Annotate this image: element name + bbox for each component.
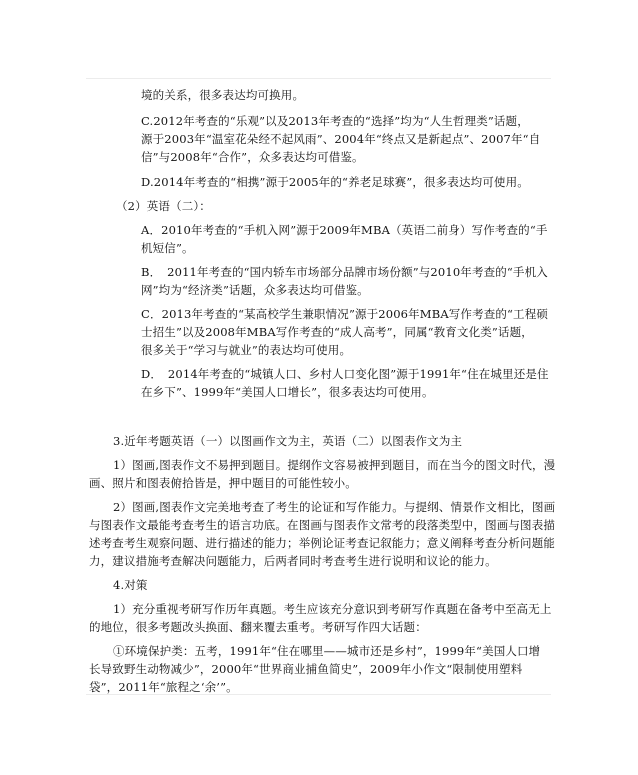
text-line: 1）图画,图表作文不易押到题目。提纲作文容易被押到题目，而在当今的图文时代，漫 <box>113 458 556 472</box>
text-line: 的地位，很多考题改头换面、翻来覆去重考。考研写作四大话题： <box>89 620 427 634</box>
top-divider <box>86 78 551 79</box>
text-line: 画、照片和图表俯拾皆是，押中题目的可能性较小。 <box>89 476 357 490</box>
text-line: 信”与2008年“合作”，众多表达均可借鉴。 <box>141 150 364 164</box>
text-line: ①环境保护类：五考，1991年“住在哪里——城市还是乡村”，1999年“美国人口增 <box>113 644 541 658</box>
section-heading: 4.对策 <box>113 578 148 592</box>
text-line: A．2010年考查的“手机入网”源于2009年MBA（英语二前身）写作考查的“手 <box>141 223 548 237</box>
text-line: C．2013年考查的“某高校学生兼职情况”源于2006年MBA写作考查的“工程硕 <box>141 307 548 321</box>
text-line: 袋”，2011年“旅程之‘余’”。 <box>89 680 238 694</box>
section-heading: （2）英语（二）： <box>116 199 211 213</box>
text-line: B． 2011年考查的“国内轿车市场部分品牌市场份额”与2010年考查的“手机入 <box>141 265 548 279</box>
text-line: 源于2003年“温室花朵经不起风雨”、2004年“终点又是新起点”、2007年“自 <box>141 132 541 146</box>
text-line: C.2012年考查的“乐观”以及2013年考查的“选择”均为“人生哲理类”话题， <box>141 114 529 128</box>
text-line: 在乡下”、1999年“美国人口增长”，很多表达均可使用。 <box>141 385 434 399</box>
text-line: 网”均为“经济类”话题，众多表达均可借鉴。 <box>141 283 369 297</box>
text-line: 境的关系，很多表达均可换用。 <box>141 88 305 102</box>
section-heading: 3.近年考题英语（一）以图画作文为主，英语（二）以图表作文为主 <box>113 434 463 448</box>
text-line: 与图表作文最能考查考生的语言功底。在图画与图表作文常考的段落类型中，图画与图表描 <box>89 518 555 532</box>
text-line: D． 2014年考查的“城镇人口、乡村人口变化图”源于1991年“住在城里还是住 <box>141 367 549 381</box>
bottom-divider <box>86 694 551 695</box>
text-line: 很多关于“学习与就业”的表达均可使用。 <box>141 343 352 357</box>
text-line: 述考查考生观察问题、进行描述的能力；举例论证考查记叙能力；意义阐释考查分析问题能 <box>89 536 555 550</box>
text-line: 机短信”。 <box>141 241 194 255</box>
text-line: 长导致野生动物减少”，2000年“世界商业捕鱼简史”，2009年小作文“限制使用塑料 <box>89 662 523 676</box>
text-line: D.2014年考查的“相携”源于2005年的“养老足球赛”，很多表达均可使用。 <box>141 175 529 189</box>
text-line: 2）图画,图表作文完美地考查了考生的论证和写作能力。与提纲、情景作文相比，图画 <box>113 500 556 514</box>
text-line: 士招生”以及2008年MBA写作考查的“成人高考”，同属“教育文化类”话题， <box>141 325 533 339</box>
text-line: 力，建议措施考查解决问题能力，后两者同时考查考生进行说明和议论的能力。 <box>89 554 497 568</box>
text-line: 1）充分重视考研写作历年真题。考生应该充分意识到考研写作真题在备考中至高无上 <box>113 602 552 616</box>
